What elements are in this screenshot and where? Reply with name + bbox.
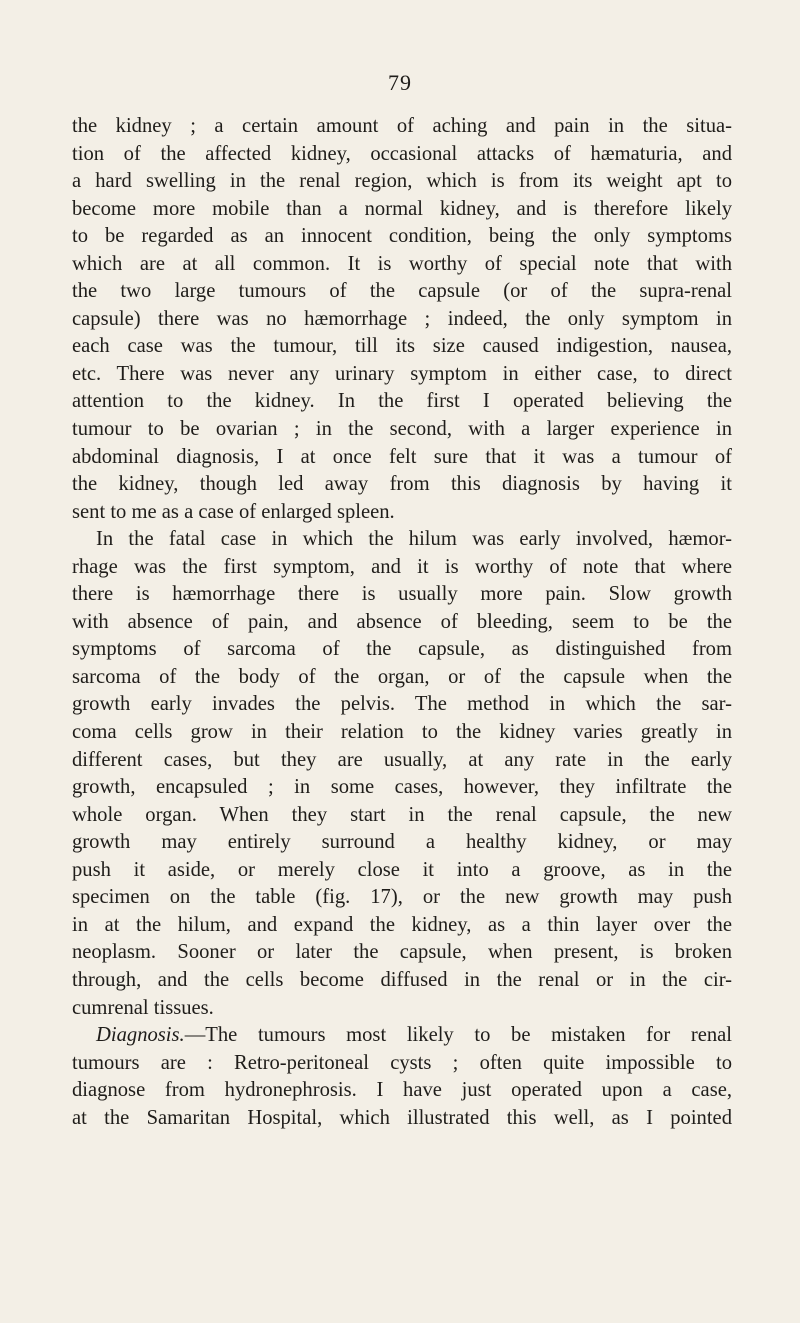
line-text: with absence of pain, and absence of bleeding, seem to be the bbox=[72, 610, 732, 633]
text-line bbox=[72, 223, 732, 251]
text-line bbox=[72, 719, 732, 747]
text-line bbox=[72, 554, 732, 582]
line-text: through, and the cells become diffused in the renal or in the cir- bbox=[72, 968, 732, 991]
text-line bbox=[72, 747, 732, 775]
line-text: —The tumours most likely to be mistaken for renal bbox=[184, 1024, 732, 1047]
text-line bbox=[72, 278, 732, 306]
line-text: growth, encapsuled ; in some cases, however, they infiltrate the bbox=[72, 776, 732, 799]
text-line bbox=[72, 774, 732, 802]
line-text: the two large tumours of the capsule (or of the supra-renal bbox=[72, 280, 732, 303]
text-line bbox=[72, 333, 732, 361]
line-text: neoplasm. Sooner or later the capsule, when present, is broken bbox=[72, 941, 732, 964]
text-line bbox=[72, 306, 732, 334]
line-text: rhage was the first symptom, and it is worthy of note that where bbox=[72, 555, 732, 578]
line-text: capsule) there was no hæmorrhage ; indeed, the only symptom in bbox=[72, 307, 732, 330]
text-line bbox=[72, 251, 732, 279]
line-text: each case was the tumour, till its size caused indigestion, nausea, bbox=[72, 335, 732, 358]
text-line bbox=[72, 141, 732, 169]
text-line bbox=[72, 857, 732, 885]
text-line bbox=[72, 829, 732, 857]
line-text: the kidney, though led away from this diagnosis by having it bbox=[72, 473, 732, 496]
text-line bbox=[72, 416, 732, 444]
text-line bbox=[72, 664, 732, 692]
line-text: whole organ. When they start in the renal capsule, the new bbox=[72, 803, 732, 826]
text-line bbox=[72, 388, 732, 416]
text-line bbox=[72, 444, 732, 472]
line-text: growth may entirely surround a healthy kidney, or may bbox=[72, 831, 732, 854]
text-line bbox=[72, 196, 732, 224]
line-text: become more mobile than a normal kidney, and is therefore likely bbox=[72, 197, 732, 220]
line-text: diagnose from hydronephrosis. I have just operated upon a case, bbox=[72, 1079, 732, 1102]
line-text: sent to me as a case of enlarged spleen. bbox=[72, 500, 395, 523]
line-text: growth early invades the pelvis. The method in which the sar- bbox=[72, 693, 732, 716]
text-line bbox=[72, 1050, 732, 1078]
line-text: there is hæmorrhage there is usually more pain. Slow growth bbox=[72, 583, 732, 606]
text-line bbox=[72, 1022, 732, 1050]
text-line bbox=[72, 995, 732, 1023]
text-line bbox=[72, 1105, 732, 1133]
text-line bbox=[72, 636, 732, 664]
text-line bbox=[72, 939, 732, 967]
text-line bbox=[72, 912, 732, 940]
line-text: etc. There was never any urinary symptom in either case, to direct bbox=[72, 362, 732, 385]
section-heading: Diagnosis. bbox=[96, 1024, 185, 1047]
text-line bbox=[72, 499, 732, 527]
text-line bbox=[72, 471, 732, 499]
text-line bbox=[72, 168, 732, 196]
line-text: tion of the affected kidney, occasional attacks of hæmaturia, and bbox=[72, 142, 732, 165]
text-line bbox=[72, 802, 732, 830]
line-text: symptoms of sarcoma of the capsule, as distinguished from bbox=[72, 638, 732, 661]
text-line bbox=[72, 361, 732, 389]
text-line bbox=[72, 967, 732, 995]
text-line bbox=[72, 884, 732, 912]
line-text: specimen on the table (fig. 17), or the new growth may push bbox=[72, 886, 732, 909]
line-text: different cases, but they are usually, at any rate in the early bbox=[72, 748, 732, 771]
text-line bbox=[72, 526, 732, 554]
text-line bbox=[72, 1077, 732, 1105]
line-text: abdominal diagnosis, I at once felt sure that it was a tumour of bbox=[72, 445, 732, 468]
line-text: to be regarded as an innocent condition, being the only symptoms bbox=[72, 225, 732, 248]
line-text: tumour to be ovarian ; in the second, with a larger experience in bbox=[72, 418, 732, 441]
line-text: at the Samaritan Hospital, which illustrated this well, as I pointed bbox=[72, 1106, 732, 1129]
page-number: 79 bbox=[388, 70, 412, 95]
text-line bbox=[72, 609, 732, 637]
line-text: attention to the kidney. In the first I operated believing the bbox=[72, 390, 732, 413]
line-text: In the fatal case in which the hilum was early involved, hæmor- bbox=[96, 528, 732, 551]
line-text: a hard swelling in the renal region, which is from its weight apt to bbox=[72, 170, 732, 193]
text-line bbox=[72, 581, 732, 609]
line-text: tumours are : Retro-peritoneal cysts ; often quite impossible to bbox=[72, 1051, 732, 1074]
line-text: in at the hilum, and expand the kidney, as a thin layer over the bbox=[72, 913, 732, 936]
line-text: sarcoma of the body of the organ, or of the capsule when the bbox=[72, 665, 732, 688]
text-line bbox=[72, 113, 732, 141]
body-text bbox=[72, 113, 732, 1132]
line-text: push it aside, or merely close it into a groove, as in the bbox=[72, 858, 732, 881]
line-text: which are at all common. It is worthy of special note that with bbox=[72, 252, 732, 275]
text-line bbox=[72, 691, 732, 719]
line-text: the kidney ; a certain amount of aching and pain in the situa- bbox=[72, 115, 732, 137]
line-text: cumrenal tissues. bbox=[72, 996, 214, 1019]
line-text: coma cells grow in their relation to the kidney varies greatly in bbox=[72, 721, 732, 744]
